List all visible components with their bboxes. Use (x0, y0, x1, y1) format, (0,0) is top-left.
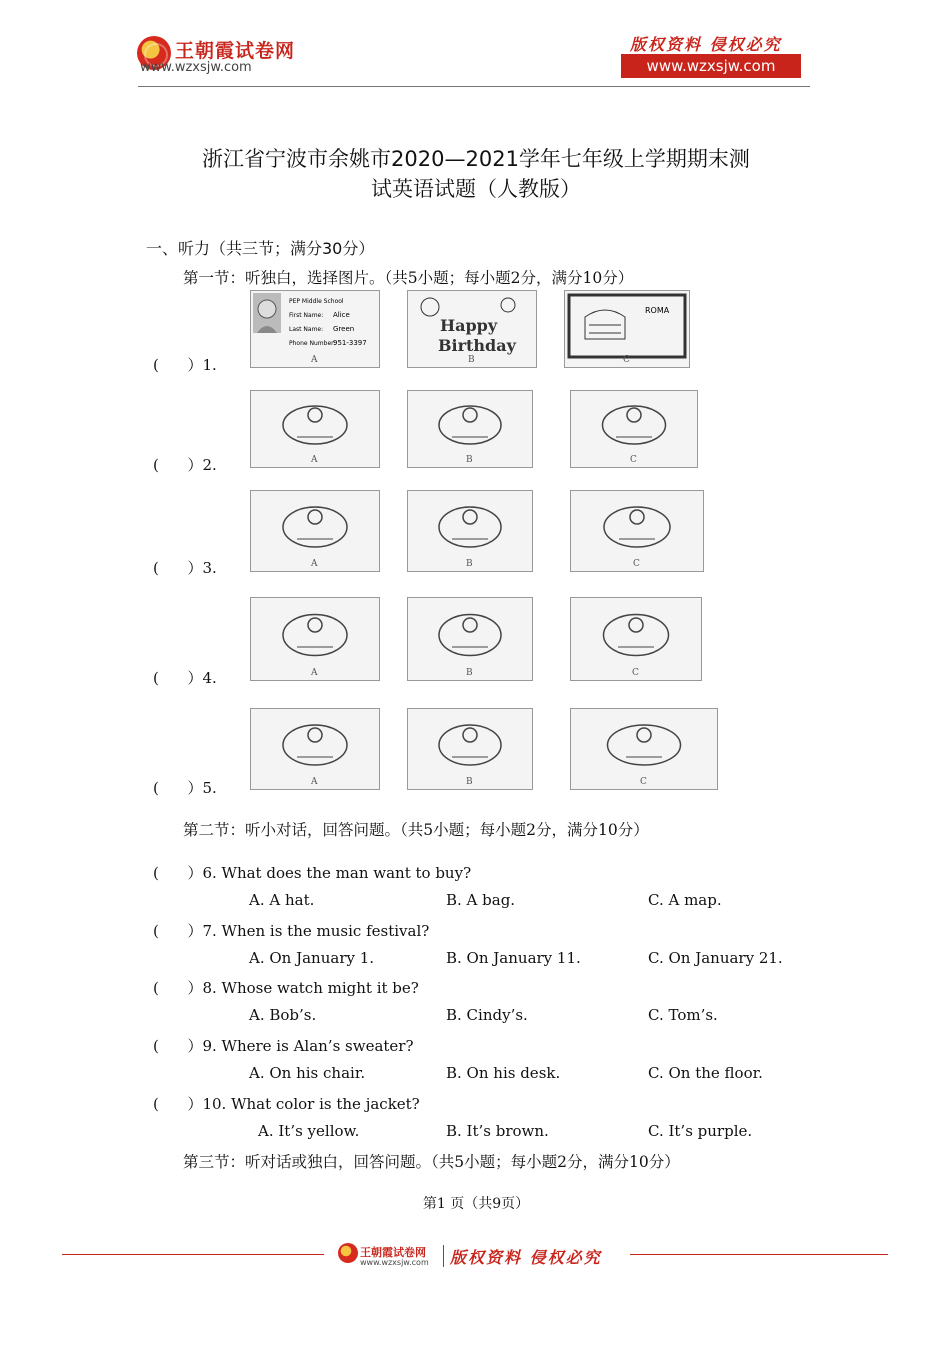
answer-bracket[interactable]: ( ）2. (153, 456, 217, 474)
question-10[interactable]: ( ）10. What color is the jacket? (153, 1095, 420, 1113)
option-a[interactable]: A. On his chair. (249, 1064, 366, 1082)
option-b[interactable]: B. Cindy’s. (446, 1006, 528, 1024)
picture-caption: C (630, 455, 637, 465)
footer-brand: 王朝霞试卷网 (360, 1246, 426, 1259)
picture-caption: A (311, 668, 318, 678)
option-b[interactable]: B. On his desk. (446, 1064, 561, 1082)
footer-url: www.wzxsjw.com (360, 1258, 429, 1267)
picture-caption: B (466, 455, 473, 465)
section-3-heading: 第三节：听对话或独白，回答问题。（共5小题；每小题2分，满分10分） (183, 1153, 680, 1171)
question-9[interactable]: ( ）9. Where is Alan’s sweater? (153, 1037, 414, 1055)
answer-bracket[interactable]: ( ）5. (153, 779, 217, 797)
exam-title (100, 144, 852, 204)
option-a[interactable]: A. A hat. (249, 891, 315, 909)
section-2-heading: 第二节：听小对话，回答问题。（共5小题；每小题2分，满分10分） (183, 821, 649, 839)
option-c[interactable]: C. On the floor. (648, 1064, 763, 1082)
answer-bracket[interactable]: ( ）4. (153, 669, 217, 687)
title-line-1: 浙江省宁波市余姚市2020—2021学年七年级上学期期末测 (202, 147, 750, 171)
option-a[interactable]: A. Bob’s. (249, 1006, 317, 1024)
option-a[interactable]: A. On January 1. (249, 949, 375, 967)
svg-text:951-3397: 951-3397 (333, 339, 367, 347)
svg-text:First Name:: First Name: (289, 312, 324, 319)
picture-caption: A (311, 455, 318, 465)
svg-text:PEP Middle School: PEP Middle School (289, 298, 344, 305)
svg-text:Last Name:: Last Name: (289, 326, 324, 333)
svg-text:Birthday: Birthday (438, 336, 516, 355)
picture-caption: C (633, 559, 640, 569)
option-c[interactable]: C. It’s purple. (648, 1122, 753, 1140)
option-a[interactable]: A. It’s yellow. (258, 1122, 360, 1140)
picture-caption: A (311, 355, 318, 365)
svg-text:Happy: Happy (440, 316, 498, 335)
picture-caption: B (466, 777, 473, 787)
copyright-slogan: 版权资料 侵权必究 (630, 35, 782, 54)
picture-caption: A (311, 559, 318, 569)
svg-text:Phone Number:: Phone Number: (289, 340, 336, 347)
part-heading: 一、听力（共三节；满分30分） (146, 239, 375, 258)
picture-caption: A (311, 777, 318, 787)
question-8[interactable]: ( ）8. Whose watch might it be? (153, 979, 419, 997)
footer-slogan: 版权资料 侵权必究 (450, 1248, 602, 1267)
title-line-2: 试英语试题（人教版） (371, 177, 581, 201)
option-c[interactable]: C. A map. (648, 891, 722, 909)
picture-caption: B (466, 668, 473, 678)
svg-text:ROMA: ROMA (645, 306, 670, 315)
svg-text:Alice: Alice (333, 311, 350, 319)
option-b[interactable]: B. On January 11. (446, 949, 581, 967)
url-banner: www.wzxsjw.com (621, 54, 801, 78)
footer-logo-icon (338, 1243, 358, 1263)
header-divider (138, 86, 810, 87)
svg-text:Green: Green (333, 325, 355, 333)
picture-caption: C (640, 777, 647, 787)
picture-caption: C (623, 355, 630, 365)
question-7[interactable]: ( ）7. When is the music festival? (153, 922, 430, 940)
picture-caption: B (468, 355, 475, 365)
footer-rule-right (630, 1254, 888, 1255)
brand-name: 王朝霞试卷网 (175, 40, 296, 62)
option-b[interactable]: B. It’s brown. (446, 1122, 549, 1140)
answer-bracket[interactable]: ( ）3. (153, 559, 217, 577)
brand-url: www.wzxsjw.com (140, 60, 252, 75)
section-1-heading: 第一节：听独白，选择图片。（共5小题；每小题2分，满分10分） (183, 269, 634, 287)
option-c[interactable]: C. On January 21. (648, 949, 783, 967)
footer-rule-left (62, 1254, 324, 1255)
answer-bracket[interactable]: ( ）1. (153, 356, 217, 374)
option-c[interactable]: C. Tom’s. (648, 1006, 718, 1024)
page-number: 第1 页（共9页） (422, 1196, 530, 1212)
question-6[interactable]: ( ）6. What does the man want to buy? (153, 864, 472, 882)
picture-caption: C (632, 668, 639, 678)
footer-separator (443, 1245, 444, 1267)
option-b[interactable]: B. A bag. (446, 891, 516, 909)
picture-caption: B (466, 559, 473, 569)
